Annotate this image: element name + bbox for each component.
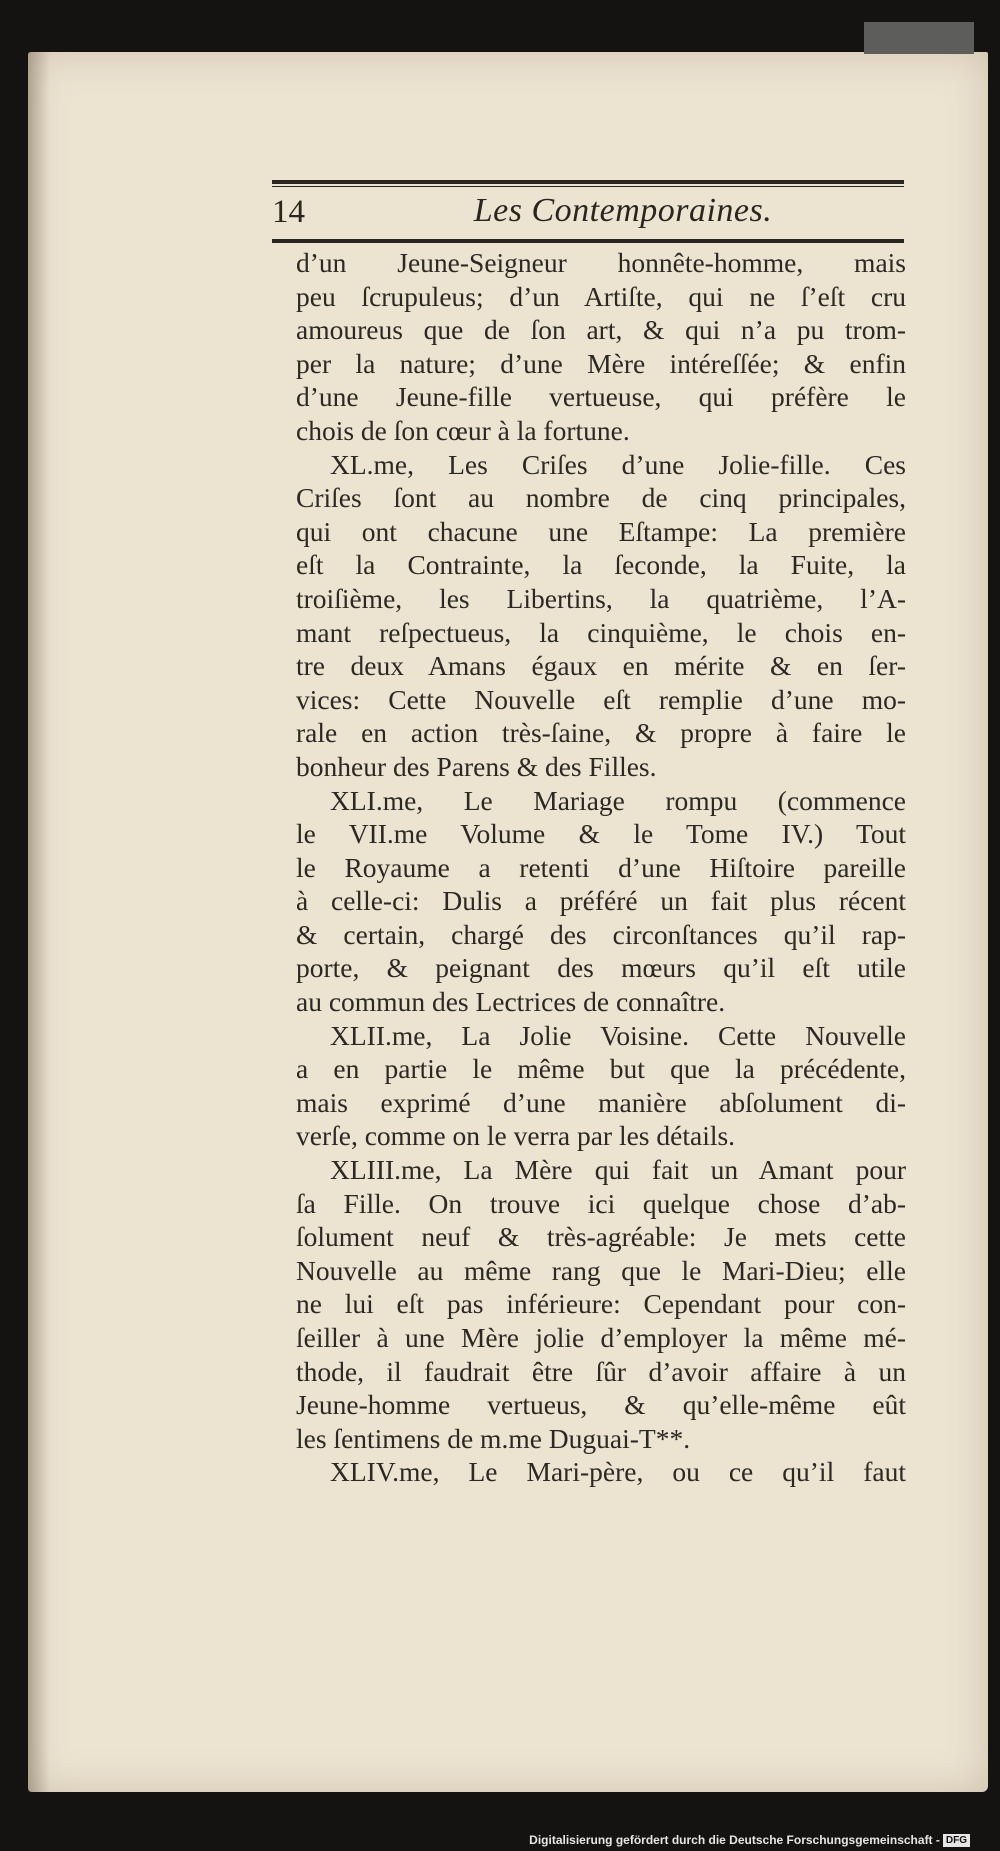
page-gutter-shadow: [28, 52, 50, 1792]
text-line: tre deux Amans égaux en mérite & en ſer-: [296, 650, 906, 682]
text-line: Criſes ſont au nombre de cinq principales,: [296, 482, 906, 514]
text-line: XLII.me, La Jolie Voisine. Cette Nouvelle: [330, 1019, 906, 1051]
text-line: peu ſcrupuleus; d’un Artiſte, qui ne ſ’eſt cru: [296, 280, 906, 312]
text-line: Jeune-homme vertueus, & qu’elle-même eût: [296, 1389, 906, 1421]
text-line: vices: Cette Nouvelle eſt remplie d’une mo-: [296, 683, 906, 715]
text-line: à celle-ci: Dulis a préféré un fait plus récent: [296, 885, 906, 917]
text-line: XLI.me, Le Mariage rompu (commence: [330, 784, 906, 816]
running-title: Les Contemporaines.: [473, 192, 773, 229]
digitization-credit: [529, 1833, 970, 1847]
text-line: XLIV.me, Le Mari-père, ou ce qu’il faut: [330, 1456, 906, 1488]
text-line: ſa Fille. On trouve ici quelque chose d’ab-: [296, 1187, 906, 1219]
text-line: & certain, chargé des circonſtances qu’il rap-: [296, 918, 906, 950]
text-line: XL.me, Les Criſes d’une Jolie-fille. Ces: [330, 448, 906, 480]
page-number: 14: [272, 194, 305, 230]
text-line: XLIII.me, La Mère qui fait un Amant pour: [330, 1154, 906, 1186]
text-line: Nouvelle au même rang que le Mari-Dieu; elle: [296, 1254, 906, 1286]
text-line: chois de ſon cœur à la fortune.: [296, 414, 630, 446]
running-head: [272, 190, 904, 240]
text-line: bonheur des Parens & des Filles.: [296, 750, 657, 782]
text-line: au commun des Lectrices de connaître.: [296, 986, 726, 1018]
dfg-logo: DFG: [943, 1834, 970, 1847]
text-line: a en partie le même but que la précédente,: [296, 1053, 906, 1085]
text-line: d’une Jeune-fille vertueuse, qui préfère le: [296, 381, 906, 413]
text-line: porte, & peignant des mœurs qu’il eſt utile: [296, 952, 906, 984]
text-line: ſeiller à une Mère jolie d’employer la même mé-: [296, 1322, 906, 1353]
text-line: d’un Jeune-Seigneur honnête-homme, mais: [296, 247, 906, 278]
text-line: verſe, comme on le verra par les détails.: [296, 1120, 736, 1152]
text-line: troiſième, les Libertins, la quatrième, l’A-: [296, 582, 906, 614]
page-edge-tab: [864, 22, 974, 54]
text-line: ne lui eſt pas inférieure: Cependant pour con-: [296, 1288, 906, 1320]
body-text: [296, 246, 906, 1489]
text-line: per la nature; d’une Mère intéreſſée; & enfin: [296, 347, 906, 379]
text-line: le VII.me Volume & le Tome IV.) Tout: [296, 818, 906, 850]
header-rule-thin: [272, 186, 904, 187]
header-rule-thick: [272, 180, 904, 184]
header-rule-bottom: [272, 239, 904, 243]
credit-text: Digitalisierung gefördert durch die Deutsche Forschungsgemeinschaft -: [529, 1832, 940, 1847]
text-line: mant reſpectueus, la cinquième, le chois en-: [296, 616, 906, 648]
text-line: amoureus que de ſon art, & qui n’a pu trom-: [296, 314, 906, 346]
text-line: qui ont chacune une Eſtampe: La première: [296, 515, 906, 547]
text-line: mais exprimé d’une manière abſolument di-: [296, 1086, 906, 1118]
text-line: thode, il faudrait être ſûr d’avoir affaire à un: [296, 1355, 906, 1387]
text-line: ſolument neuf & très-agréable: Je mets cette: [296, 1221, 906, 1253]
text-line: eſt la Contrainte, la ſeconde, la Fuite, la: [296, 549, 906, 581]
text-line: rale en action très-ſaine, & propre à faire le: [296, 717, 906, 749]
text-line: les ſentimens de m.me Duguai-T**.: [296, 1422, 691, 1454]
text-line: le Royaume a retenti d’une Hiſtoire pareille: [296, 851, 906, 883]
